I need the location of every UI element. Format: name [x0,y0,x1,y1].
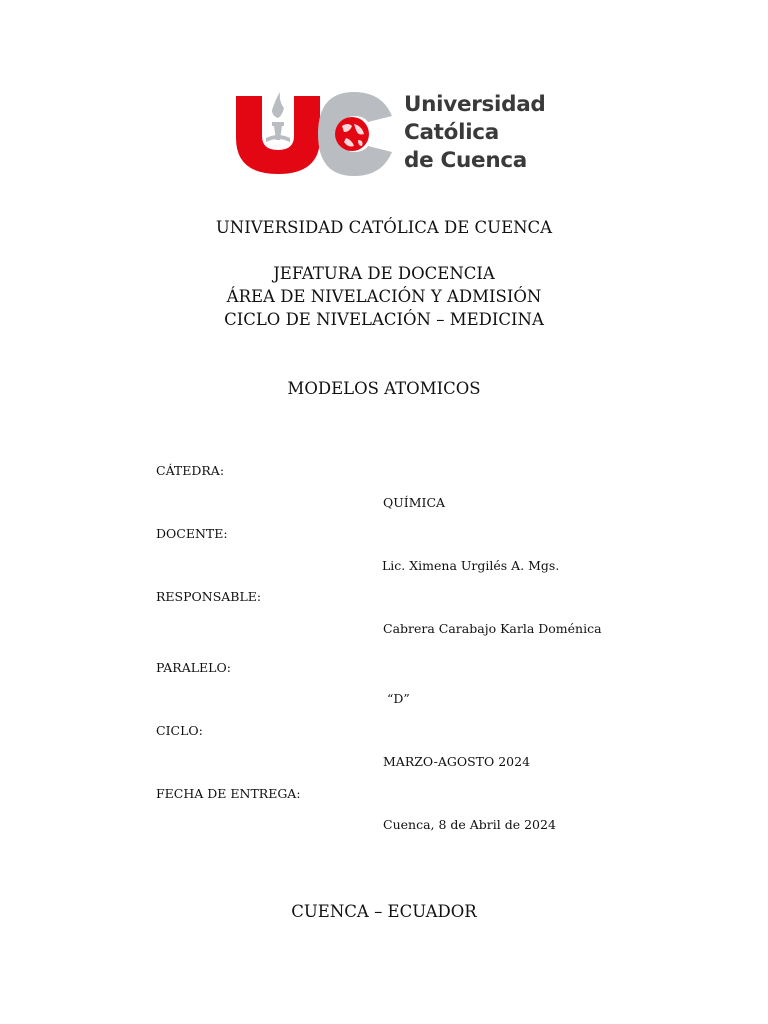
logo-wordmark [404,91,546,175]
field-label-ciclo: CICLO: [156,723,203,738]
field-value-responsable: Cabrera Carabajo Karla Doménica [383,621,602,636]
document-title: MODELOS ATOMICOS [287,379,481,398]
field-value-fecha: Cuenca, 8 de Abril de 2024 [383,817,556,832]
cycle-name: CICLO DE NIVELACIÓN – MEDICINA [224,310,544,329]
logo-line-2: Católica [404,120,499,145]
field-value-paralelo: “D” [383,691,410,706]
field-value-docente: Lic. Ximena Urgilés A. Mgs. [382,558,560,573]
department-name: JEFATURA DE DOCENCIA [273,264,495,283]
field-label-paralelo: PARALELO: [156,660,231,675]
uc-logo-mark-icon [232,88,402,178]
field-value-catedra: QUÍMICA [383,495,446,510]
field-label-fecha: FECHA DE ENTREGA: [156,786,301,801]
field-label-responsable: RESPONSABLE: [156,589,262,604]
university-logo [232,88,552,178]
field-value-ciclo: MARZO-AGOSTO 2024 [383,754,531,769]
university-name: UNIVERSIDAD CATÓLICA DE CUENCA [215,218,553,237]
field-label-catedra: CÁTEDRA: [156,463,225,478]
location-footer: CUENCA – ECUADOR [291,902,477,921]
logo-line-3: de Cuenca [404,148,527,173]
field-label-docente: DOCENTE: [156,526,228,541]
area-name: ÁREA DE NIVELACIÓN Y ADMISIÓN [226,287,542,306]
logo-line-1: Universidad [404,92,546,117]
